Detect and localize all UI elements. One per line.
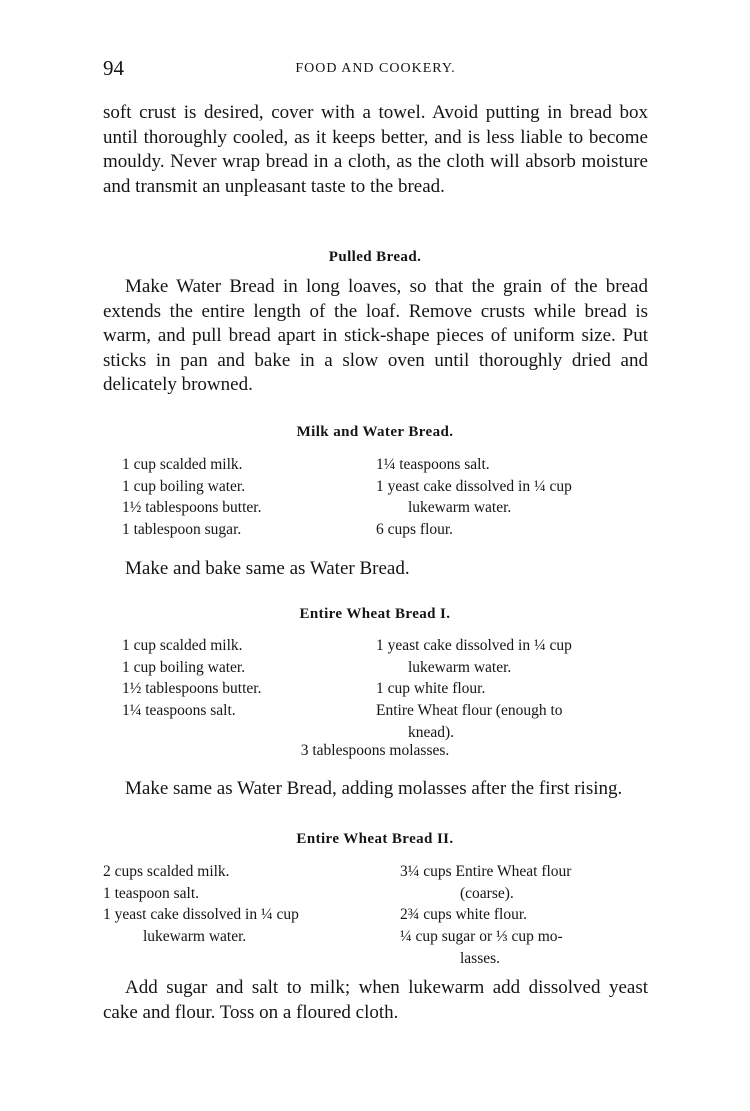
page-header [103, 56, 648, 86]
ingredient: lukewarm water. [408, 658, 512, 676]
milk-water-ingredients-right [376, 454, 572, 541]
ingredient: 3¼ cups Entire Wheat flour [400, 863, 572, 880]
entire-wheat-1-paragraph: Make same as Water Bread, adding molasses after the first rising. [125, 778, 623, 799]
entire-wheat-1-ingredient-centered: 3 tablespoons molasses. [300, 742, 450, 759]
ingredient: 2¾ cups white flour. [400, 906, 527, 924]
ingredient: 1½ tablespoons butter. [122, 680, 262, 698]
entire-wheat-2-ingredients-right [400, 861, 571, 970]
ingredient: 1 cup boiling water. [122, 658, 246, 676]
ingredient: 1 teaspoon salt. [103, 884, 199, 902]
ingredient: 1½ tablespoons butter. [122, 499, 262, 517]
ingredient: 1 cup boiling water. [122, 477, 246, 495]
ingredient: 1 yeast cake dissolved in ¼ cup [376, 477, 572, 495]
ingredient: 6 cups flour. [376, 521, 454, 539]
ingredient: knead). [408, 723, 455, 741]
ingredient: 1¼ teaspoons salt. [122, 702, 236, 720]
ingredient: 1 tablespoon sugar. [122, 521, 242, 539]
ingredient: 1 cup white flour. [376, 680, 486, 698]
entire-wheat-2-title: Entire Wheat Bread II. [296, 831, 454, 847]
ingredient: 2 cups scalded milk. [103, 863, 230, 880]
entire-wheat-2-ingredients-left [103, 861, 299, 948]
ingredient: 1 yeast cake dissolved in ¼ cup [103, 906, 299, 924]
ingredient: ¼ cup sugar or ⅓ cup mo- [400, 928, 563, 946]
ingredient: lukewarm water. [143, 928, 247, 946]
intro-paragraph: soft crust is desired, cover with a towel. Avoid putting in bread box until thoroughly cooled, as it keeps better, and is less liable to become mouldy. Never wrap bread in a cloth, as the cloth will absorb moisture and transmit an unpleasant taste to the bread. [103, 102, 648, 197]
page-number: 94 [103, 56, 124, 80]
ingredient: 1 cup scalded milk. [122, 456, 243, 473]
running-title: FOOD AND COOKERY. [295, 61, 456, 76]
ingredient: 1¼ teaspoons salt. [376, 456, 490, 473]
milk-water-ingredients-left [122, 454, 262, 541]
pulled-bread-title: Pulled Bread. [328, 249, 422, 265]
ingredient: Entire Wheat flour (enough to [376, 702, 563, 720]
milk-water-bread-title: Milk and Water Bread. [296, 424, 454, 440]
ingredient: (coarse). [460, 884, 514, 902]
entire-wheat-1-title: Entire Wheat Bread I. [299, 606, 451, 622]
milk-water-paragraph: Make and bake same as Water Bread. [125, 558, 410, 579]
entire-wheat-1-ingredients-left [122, 635, 262, 722]
ingredient: 1 yeast cake dissolved in ¼ cup [376, 637, 572, 654]
entire-wheat-1-ingredients-right [376, 635, 572, 744]
pulled-bread-paragraph: Make Water Bread in long loaves, so that the grain of the bread extends the entire length of the loaf. Remove crusts while bread is warm, and pull bread apart in stick-shape pieces of uniform size. Put sticks in pan and bake in a slow oven until thoroughly dried and delicately browned. [103, 276, 648, 396]
ingredient: 1 cup scalded milk. [122, 637, 243, 654]
entire-wheat-2-paragraph: Add sugar and salt to milk; when lukewarm add dissolved yeast cake and flour. Toss on a floured cloth. [103, 977, 648, 1023]
ingredient: lukewarm water. [408, 499, 512, 517]
ingredient: lasses. [460, 949, 501, 967]
